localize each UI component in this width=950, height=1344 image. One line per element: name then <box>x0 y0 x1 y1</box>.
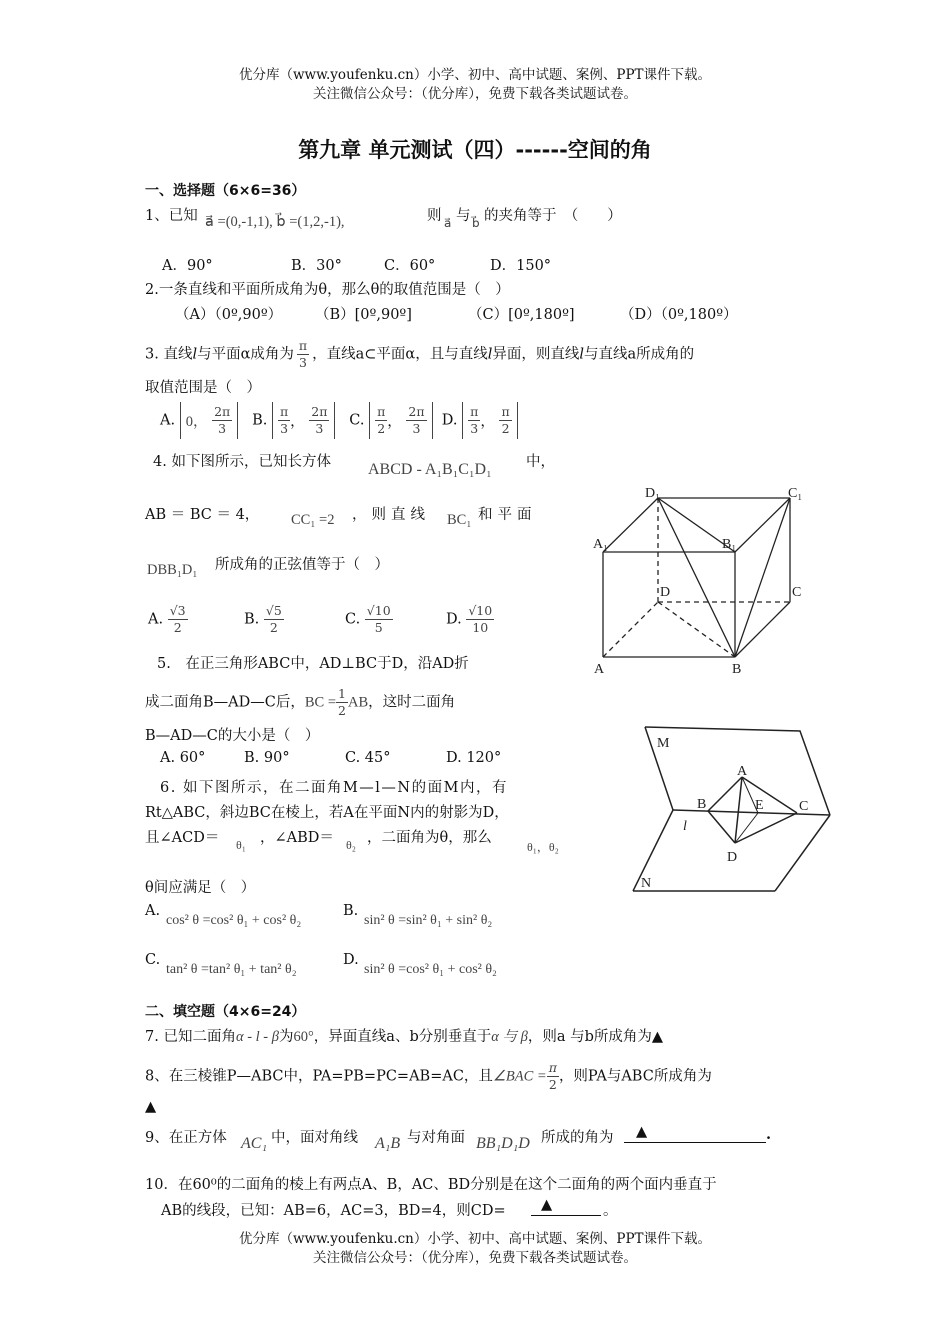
q9-text4: 所成的角为 <box>541 1130 614 1146</box>
q6-option-a-label: A. <box>145 903 161 919</box>
q4-c-den: 5 <box>374 620 383 635</box>
q8-text1: 8、在三棱锥P—ABC中，PA=PB=PC=AB=AC，且 <box>145 1068 493 1085</box>
q8-frac <box>547 1060 559 1093</box>
q3-d-frac2 <box>499 404 511 437</box>
q10-line2a: AB的线段，已知：AB=6，AC=3，BD=4，则CD= <box>161 1203 506 1219</box>
q3-a-den: 3 <box>218 421 227 436</box>
figure-cuboid <box>585 480 815 680</box>
q8-two: 2 <box>548 1077 557 1092</box>
q6-option-c: tan² θ =tan² θ₁ + tan² θ₂ <box>166 962 297 977</box>
question-2: 2.一条直线和平面所成角为θ，那么θ的取值范围是（ ） <box>145 282 510 298</box>
q5-option-b: B. 90° <box>244 750 290 766</box>
fig2-label-e: E <box>755 798 764 813</box>
q3-b-frac1 <box>278 404 290 437</box>
seg-d-c <box>735 813 797 843</box>
q4-b-den: 2 <box>269 620 278 635</box>
fig2-label-l: l <box>683 819 687 834</box>
fig1-label-c1: C₁ <box>788 486 803 501</box>
q4-d-den: 10 <box>472 620 489 635</box>
fig2-label-a: A <box>737 764 748 779</box>
q3-part2: 与平面α成角为 <box>197 346 294 363</box>
fig2-label-b: B <box>697 797 707 812</box>
q10-end: 。 <box>603 1203 618 1219</box>
q4-dbb: DBB₁D₁ <box>147 562 198 578</box>
q5-option-a: A. 60° <box>160 750 206 766</box>
q5-line2b: ，这时二面角 <box>368 694 456 711</box>
q8-pi: π <box>548 1060 557 1075</box>
q3-d-comma: ， <box>480 414 495 430</box>
q3-c-frac2 <box>406 404 426 437</box>
q1-vec-b: b⃗ <box>472 216 480 230</box>
q3-l: l <box>192 346 198 363</box>
q4-d-label: D. <box>446 611 462 628</box>
q6-t12: θ₁，θ₂ <box>527 840 559 854</box>
q1-formula: a⃗ =(0,-1,1), b⃗ =(1,2,-1), <box>205 214 345 230</box>
seg-b-d <box>708 811 735 843</box>
fig2-label-m: M <box>657 736 670 751</box>
fig2-label-d: D <box>727 850 738 865</box>
plane-n-right <box>775 815 830 891</box>
q3-b-num2: 2π <box>311 404 328 419</box>
q9-ac1: AC₁ <box>241 1135 268 1152</box>
q4-line1a: 4. 如下图所示，已知长方体 <box>153 454 331 470</box>
fig2-label-n: N <box>641 876 652 891</box>
q1-with: 与 <box>456 208 471 224</box>
q5-line3: B—AD—C的大小是（ ） <box>145 728 320 744</box>
q6-line1: 6. 如下图所示，在二面角M—l—N的面M内，有 <box>160 780 508 796</box>
q3-c-den1: 2 <box>377 421 386 436</box>
q1-vec-a: a⃗ <box>444 216 452 230</box>
q5-half <box>336 686 348 719</box>
q6-line3a: 且∠ACD＝ <box>145 830 220 846</box>
q10-answer-mark: ▲ <box>541 1197 553 1213</box>
q4-c-frac <box>365 603 393 636</box>
q1-mid: 则 <box>427 208 442 224</box>
question-8 <box>145 1060 712 1093</box>
q1-prefix: 1、已知 <box>145 208 198 224</box>
q10-answer-blank[interactable] <box>531 1197 601 1216</box>
q5-line2a: 成二面角B—AD—C后， <box>145 694 305 711</box>
header-line-2: 关注微信公众号：（优分库），免费下载各类试题试卷。 <box>313 86 637 102</box>
q9-text3: 与对角面 <box>407 1130 465 1146</box>
q3-c-num2: 2π <box>408 404 425 419</box>
q2-option-c: （C）[0º,180º] <box>468 307 575 323</box>
q2-option-b: （B）[0º,90º] <box>315 307 412 323</box>
q3-option-a-label: A. <box>160 412 176 429</box>
q6-option-b-label: B. <box>343 903 359 919</box>
q6-option-a: cos² θ =cos² θ₁ + cos² θ₂ <box>166 913 302 928</box>
fig1-label-c: C <box>792 585 802 600</box>
q4-line1b: 中， <box>526 454 555 470</box>
q4-body: ABCD - A₁B₁C₁D₁ <box>368 461 492 478</box>
seg-b-a <box>708 777 742 811</box>
q1-option-d: D．150° <box>490 258 552 274</box>
q8-answer-mark: ▲ <box>145 1099 157 1115</box>
question-1 <box>145 204 198 225</box>
q3-d-den1: 3 <box>470 421 479 436</box>
q3-part3: ，直线a⊂平面α，且与直线 <box>312 346 488 363</box>
fig1-label-b: B <box>732 662 742 677</box>
fig1-label-b1: B₁ <box>722 537 737 552</box>
edge-b-c <box>735 602 790 657</box>
q3-b-comma: ， <box>290 414 305 430</box>
edge-d1-b <box>658 498 735 657</box>
q4-a-num: √3 <box>169 603 186 618</box>
q4-line2a: AB ＝ BC ＝ 4， <box>145 507 260 523</box>
figure-dihedral <box>625 725 845 900</box>
q4-cc1: CC₁ =2 <box>291 512 335 528</box>
q4-d-frac <box>466 603 494 636</box>
fig2-label-c: C <box>799 799 809 814</box>
q3-part5: 与直线a所成角的 <box>583 346 695 363</box>
fig1-label-a: A <box>594 662 605 677</box>
q3-d-den2: 2 <box>501 421 510 436</box>
edge-a1-d1 <box>603 498 658 552</box>
q3-d-num2: π <box>501 404 510 419</box>
q4-option-d <box>446 603 494 636</box>
q6-t2: θ₂ <box>346 838 356 852</box>
q3-pi: π <box>298 338 308 353</box>
q8-text2: ，则PA与ABC所成角为 <box>558 1068 712 1085</box>
q3-b-num1: π <box>279 404 289 419</box>
q1-suffix: 的夹角等于 （ ） <box>484 208 622 224</box>
q6-line2: Rt△ABC，斜边BC在棱上，若A在平面N内的射影为D， <box>145 805 509 821</box>
q4-b-label: B. <box>244 611 260 628</box>
q4-a-frac <box>168 603 188 636</box>
q10-line1: 10．在60⁰的二面角的棱上有两点A、B，AC、BD分别是在这个二面角的两个面内垂直于 <box>145 1177 717 1193</box>
q3-b-den2: 3 <box>315 421 324 436</box>
q3-a-zero: 0， <box>185 414 208 430</box>
edge-a-d <box>603 602 658 657</box>
q9-text2: 中，面对角线 <box>271 1130 358 1146</box>
q4-b-num: √5 <box>265 603 282 618</box>
q3-option-d-label: D. <box>441 412 458 429</box>
q6-line3b: ，∠ABD＝ <box>260 830 334 846</box>
fig1-label-d: D <box>660 585 671 600</box>
q3-three: 3 <box>299 355 307 370</box>
q5-formula: BC = <box>304 694 337 711</box>
plane-n-left <box>633 810 673 891</box>
q5-option-d: D. 120° <box>446 750 502 766</box>
q3-c-comma: ， <box>387 414 402 430</box>
fig1-label-d1: D₁ <box>645 486 660 501</box>
q1-option-a: A．90° <box>162 258 213 274</box>
section-heading-fill: 二、填空题（4×6=24） <box>145 1004 306 1020</box>
q7-text3: ，异面直线a、b分别垂直于 <box>313 1029 492 1045</box>
q7-deg: 60° <box>293 1029 314 1045</box>
q6-t1: θ₁ <box>236 838 246 852</box>
header-line-1: 优分库（www.youfenku.cn）小学、初中、高中试题、案例、PPT课件下载。 <box>238 67 712 83</box>
q4-b-frac <box>264 603 284 636</box>
q6-option-d-label: D. <box>343 952 359 968</box>
q3-part1: 3. 直线 <box>145 346 193 363</box>
q1-option-b: B．30° <box>291 258 342 274</box>
q4-option-a <box>148 603 188 636</box>
q3-a-frac <box>212 404 232 437</box>
question-3 <box>145 338 694 371</box>
q6-option-d: sin² θ =cos² θ₁ + cos² θ₂ <box>364 962 497 977</box>
q3-c-den2: 3 <box>412 421 421 436</box>
q1-option-c: C．60° <box>384 258 436 274</box>
q3-b-den1: 3 <box>280 421 289 436</box>
q3-option-c <box>369 402 433 439</box>
q4-c-num: √10 <box>366 603 391 618</box>
q9-text1: 9、在正方体 <box>145 1130 227 1146</box>
q3-option-d <box>462 402 518 439</box>
q5-half-den: 2 <box>338 703 346 718</box>
q3-option-b <box>272 402 336 439</box>
question-7 <box>145 1025 663 1046</box>
q3-options <box>160 402 518 439</box>
q3-option-c-label: C. <box>349 412 365 429</box>
q4-a-label: A. <box>148 611 164 628</box>
q3-a-num: 2π <box>214 404 231 419</box>
q6-option-b: sin² θ =sin² θ₁ + sin² θ₂ <box>364 913 493 928</box>
q5-option-c: C. 45° <box>345 750 391 766</box>
seg-a-d <box>735 777 742 843</box>
section-heading-choice: 一、选择题（6×6=36） <box>145 183 306 199</box>
edge-d-b <box>658 602 735 657</box>
q3-l-2: l <box>487 346 493 363</box>
q3-part4: 异面，则直线 <box>492 346 580 363</box>
q4-option-c <box>345 603 393 636</box>
q4-c-label: C. <box>345 611 361 628</box>
q7-angle: α - l - β <box>235 1029 279 1045</box>
q9-answer-blank[interactable] <box>624 1124 766 1143</box>
footer-line-2: 关注微信公众号：（优分库），免费下载各类试题试卷。 <box>313 1250 637 1266</box>
fig1-label-a1: A₁ <box>593 537 608 552</box>
q3-line2: 取值范围是（ ） <box>145 380 261 396</box>
q3-option-a <box>180 402 239 439</box>
q4-bc1: BC₁ <box>447 512 472 528</box>
footer-line-1: 优分库（www.youfenku.cn）小学、初中、高中试题、案例、PPT课件下载。 <box>238 1231 712 1247</box>
q6-line3c: ，二面角为θ，那么 <box>367 830 492 846</box>
q3-d-frac1 <box>468 404 480 437</box>
q4-line2c: 和平面 <box>478 507 537 523</box>
q7-text2: 为 <box>278 1029 294 1045</box>
q4-line2b: ，则直线 <box>352 507 430 523</box>
q5-line2 <box>145 686 455 719</box>
q3-l-3: l <box>579 346 584 363</box>
q2-option-a: （A）（0º,90º） <box>175 307 283 323</box>
q7-text4: ，则a 与b所成角为▲ <box>527 1029 664 1045</box>
q7-alpha-beta: α 与 β <box>491 1029 528 1045</box>
q9-a1b: A₁B <box>375 1135 401 1152</box>
q3-d-num1: π <box>470 404 479 419</box>
q2-option-d: （D）（0º,180º） <box>620 307 738 323</box>
q5-ab: AB <box>347 694 369 711</box>
q5-half-num: 1 <box>338 686 346 701</box>
q6-option-c-label: C. <box>145 952 161 968</box>
q3-c-num1: π <box>377 404 386 419</box>
q4-d-num: √10 <box>468 603 493 618</box>
q9-period: . <box>766 1126 772 1143</box>
q3-option-b-label: B. <box>252 412 268 429</box>
edge-c1-b <box>735 498 790 657</box>
q3-angle-fraction <box>297 338 309 371</box>
q6-line4: θ间应满足（ ） <box>145 880 256 896</box>
page-title: 第九章 单元测试（四）------空间的角 <box>298 138 652 162</box>
q3-b-frac2 <box>309 404 329 437</box>
q8-angle: ∠BAC = <box>492 1068 547 1085</box>
edge-b1-c1 <box>735 498 790 552</box>
q4-option-b <box>244 603 284 636</box>
q4-line3: 所成角的正弦值等于（ ） <box>215 557 389 573</box>
q9-plane: BB₁D₁D <box>476 1135 530 1152</box>
q9-answer-mark: ▲ <box>636 1124 648 1140</box>
q5-line1: 5. 在正三角形ABC中，AD⊥BC于D，沿AD折 <box>157 656 469 672</box>
q3-c-frac1 <box>375 404 387 437</box>
q7-text1: 7. 已知二面角 <box>145 1029 236 1045</box>
q4-a-den: 2 <box>173 620 182 635</box>
